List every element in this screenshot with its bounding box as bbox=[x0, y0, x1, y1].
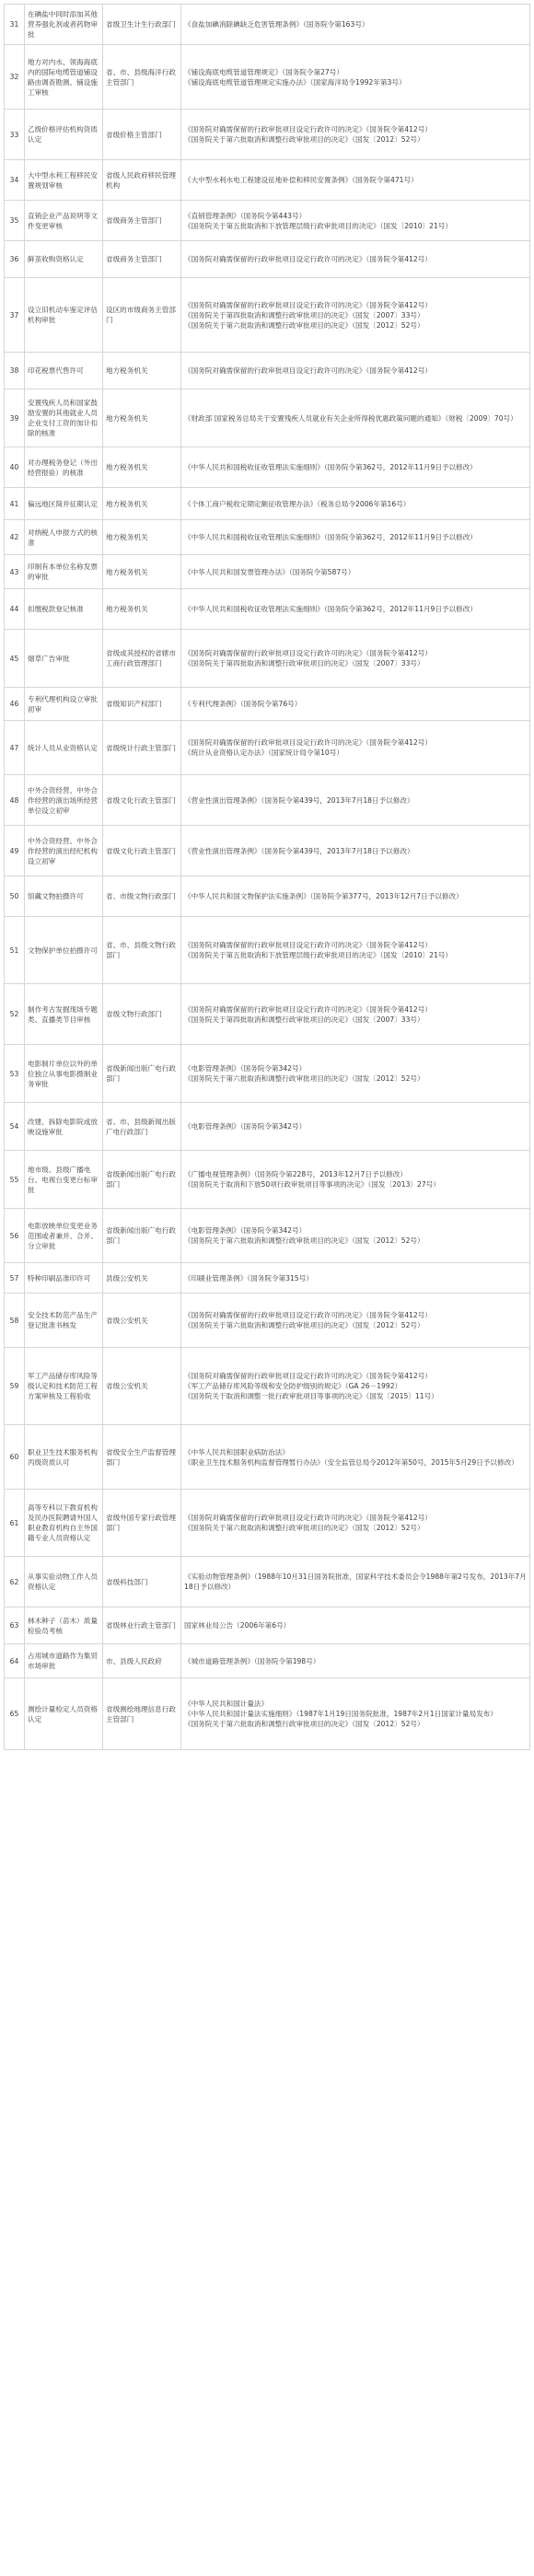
legal-basis bbox=[181, 241, 530, 278]
approval-item: 电影放映单位变更业务范围或者兼并、合并、分立审批 bbox=[25, 1209, 103, 1263]
table-row bbox=[5, 1644, 530, 1678]
legal-basis-line: 《国务院关于取消和调整一批行政审批项目等事项的决定》（国发〔2015〕11号） bbox=[184, 1392, 438, 1400]
legal-basis-line: 《国务院对确需保留的行政审批项目设定行政许可的决定》（国务院令第412号） bbox=[184, 366, 432, 375]
approval-item: 设立旧机动车鉴定评估机构审批 bbox=[25, 278, 103, 353]
table-row bbox=[5, 1151, 530, 1209]
row-number: 55 bbox=[5, 1151, 25, 1209]
approval-item: 军工产品储存库风险等级认定和技术防范工程方案审核及工程验收 bbox=[25, 1348, 103, 1425]
legal-basis-line: 《国务院关于第六批取消和调整行政审批项目的决定》（国发〔2012〕52号） bbox=[184, 1236, 424, 1245]
table-row bbox=[5, 1263, 530, 1294]
legal-basis-line: 《国务院对确需保留的行政审批项目设定行政许可的决定》（国务院令第412号） bbox=[184, 941, 432, 949]
implementing-department: 地方税务机关 bbox=[103, 520, 181, 555]
table-row bbox=[5, 201, 530, 241]
legal-basis-line: 《国务院关于第五批取消和下放管理层级行政审批项目的决定》（国发〔2010〕21号） bbox=[184, 951, 452, 959]
legal-basis-line: 《财政部 国家税务总局关于安置残疾人员就业有关企业所得税优惠政策问题的通知》（财税〔2009〕70号） bbox=[184, 413, 517, 423]
approval-items-table bbox=[4, 4, 530, 1750]
row-number: 35 bbox=[5, 201, 25, 241]
legal-basis-line: 《中华人民共和国文物保护法实施条例》（国务院令第377号，2013年12月7日予以修改） bbox=[184, 892, 463, 900]
table-row bbox=[5, 241, 530, 278]
legal-basis-line: 《职业卫生技术服务机构监督管理暂行办法》（安全监管总局令2012年第50号，2015年5月29日予以修改） bbox=[184, 1457, 518, 1467]
approval-item: 扣缴税款登记核准 bbox=[25, 589, 103, 630]
approval-item: 大中型水利工程移民安置规划审核 bbox=[25, 160, 103, 201]
legal-basis bbox=[181, 5, 530, 45]
legal-basis-line: 《国务院关于第六批取消和调整行政审批项目的决定》（国发〔2012〕52号） bbox=[184, 1074, 424, 1083]
legal-basis bbox=[181, 1209, 530, 1263]
legal-basis-line: 《国务院对确需保留的行政审批项目设定行政许可的决定》（国务院令第412号） bbox=[184, 649, 432, 657]
approval-item: 印制有本单位名称发票的审批 bbox=[25, 555, 103, 589]
row-number: 34 bbox=[5, 160, 25, 201]
row-number: 46 bbox=[5, 688, 25, 721]
row-number: 31 bbox=[5, 5, 25, 45]
legal-basis-line: 《个体工商户税收定期定额征收管理办法》（税务总局令2006年第16号） bbox=[184, 499, 411, 508]
row-number: 39 bbox=[5, 389, 25, 447]
row-number: 48 bbox=[5, 775, 25, 826]
approval-item: 特种印刷品准印许可 bbox=[25, 1263, 103, 1294]
implementing-department: 地方税务机关 bbox=[103, 555, 181, 589]
legal-basis bbox=[181, 1607, 530, 1644]
approval-item: 制作考古发掘现场专题类、直播类节目审核 bbox=[25, 984, 103, 1045]
table-row bbox=[5, 1607, 530, 1644]
implementing-department: 省级文化行政主管部门 bbox=[103, 826, 181, 876]
items-table bbox=[4, 4, 530, 1750]
implementing-department: 省级外国专家行政管理部门 bbox=[103, 1490, 181, 1557]
legal-basis bbox=[181, 775, 530, 826]
approval-item: 测绘计量检定人员资格认定 bbox=[25, 1678, 103, 1750]
implementing-department: 省级新闻出版广电行政部门 bbox=[103, 1209, 181, 1263]
row-number: 64 bbox=[5, 1644, 25, 1678]
legal-basis-line: 《军工产品储存库风险等级和安全防护级别的规定》（GA 26－1992） bbox=[184, 1382, 402, 1390]
legal-basis bbox=[181, 110, 530, 160]
legal-basis-line: 《国务院关于第六批取消和调整行政审批项目的决定》（国发〔2012〕52号） bbox=[184, 320, 424, 330]
table-row bbox=[5, 278, 530, 353]
legal-basis bbox=[181, 1490, 530, 1557]
legal-basis-line: 《电影管理条例》（国务院令第342号） bbox=[184, 1226, 307, 1235]
table-row bbox=[5, 1557, 530, 1607]
approval-item: 改建、拆除电影院或放映设施审批 bbox=[25, 1103, 103, 1151]
legal-basis-line: 《国务院对确需保留的行政审批项目设定行政许可的决定》（国务院令第412号） bbox=[184, 738, 432, 747]
legal-basis-line: 国家林业局公告（2006年第6号） bbox=[184, 1621, 291, 1630]
legal-basis-line: 《国务院关于第四批取消和调整行政审批项目的决定》（国发〔2007〕33号） bbox=[184, 310, 424, 319]
legal-basis bbox=[181, 1151, 530, 1209]
legal-basis-line: 《中华人民共和国职业病防治法》 bbox=[184, 1447, 289, 1456]
table-row bbox=[5, 1425, 530, 1490]
legal-basis bbox=[181, 876, 530, 917]
legal-basis bbox=[181, 1348, 530, 1425]
legal-basis-line: 《印刷业管理条例》（国务院令第315号） bbox=[184, 1273, 313, 1282]
approval-item: 鲜茧收购资格认定 bbox=[25, 241, 103, 278]
implementing-department: 省级统计行政主管部门 bbox=[103, 721, 181, 775]
row-number: 56 bbox=[5, 1209, 25, 1263]
implementing-department: 省级知识产权部门 bbox=[103, 688, 181, 721]
row-number: 51 bbox=[5, 917, 25, 984]
legal-basis-line: 《中华人民共和国税收征收管理法实施细则》（国务院令第362号，2012年11月9日予以修改） bbox=[184, 463, 477, 471]
table-row bbox=[5, 5, 530, 45]
table-row bbox=[5, 45, 530, 110]
legal-basis-line: 《中华人民共和国计量法》 bbox=[184, 1700, 269, 1708]
table-row bbox=[5, 520, 530, 555]
approval-item: 中外合资经营、中外合作经营的演出经纪机构设立初审 bbox=[25, 826, 103, 876]
legal-basis-line: 《国务院对确需保留的行政审批项目设定行政许可的决定》（国务院令第412号） bbox=[184, 1372, 432, 1380]
table-row bbox=[5, 1103, 530, 1151]
approval-item: 烟草广告审批 bbox=[25, 630, 103, 688]
approval-item: 林木种子（苗木）质量检验员考核 bbox=[25, 1607, 103, 1644]
approval-item: 电影制片单位以外的单位独立从事电影摄制业务审批 bbox=[25, 1045, 103, 1103]
legal-basis-line: 《食盐加碘消除碘缺乏危害管理条例》（国务院令第163号） bbox=[184, 20, 369, 29]
row-number: 60 bbox=[5, 1425, 25, 1490]
legal-basis-line: 《中华人民共和国税收征收管理法实施细则》（国务院令第362号，2012年11月9日予以修改） bbox=[184, 533, 477, 541]
row-number: 44 bbox=[5, 589, 25, 630]
approval-item: 安置残疾人员和国家鼓励安置的其他就业人员企业支付工资的加计扣除的核准 bbox=[25, 389, 103, 447]
table-row bbox=[5, 110, 530, 160]
legal-basis bbox=[181, 721, 530, 775]
legal-basis-line: 《营业性演出管理条例》（国务院令第439号，2013年7月18日予以修改） bbox=[184, 846, 414, 855]
legal-basis bbox=[181, 1678, 530, 1750]
legal-basis-line: 《广播电视管理条例》（国务院令第228号，2013年12月7日予以修改） bbox=[184, 1170, 407, 1178]
legal-basis bbox=[181, 1644, 530, 1678]
legal-basis-line: 《国务院关于第六批取消和调整行政审批项目的决定》（国发〔2012〕52号） bbox=[184, 1321, 424, 1329]
legal-basis-line: 《中华人民共和国税收征收管理法实施细则》（国务院令第362号，2012年11月9日予以修改） bbox=[184, 605, 477, 613]
implementing-department: 省级卫生计生行政部门 bbox=[103, 5, 181, 45]
row-number: 42 bbox=[5, 520, 25, 555]
approval-item: 从事实验动物工作人员资格认定 bbox=[25, 1557, 103, 1607]
implementing-department: 省级公安机关 bbox=[103, 1348, 181, 1425]
legal-basis bbox=[181, 1425, 530, 1490]
approval-item: 对纳税人申报方式的核准 bbox=[25, 520, 103, 555]
implementing-department: 省级商务主管部门 bbox=[103, 201, 181, 241]
approval-item: 偏远地区简并征期认定 bbox=[25, 488, 103, 520]
implementing-department: 省级价格主管部门 bbox=[103, 110, 181, 160]
table-row bbox=[5, 1678, 530, 1750]
legal-basis-line: 《电影管理条例》（国务院令第342号） bbox=[184, 1064, 307, 1073]
implementing-department: 省级公安机关 bbox=[103, 1294, 181, 1348]
legal-basis-line: 《专利代理条例》（国务院令第76号） bbox=[184, 700, 302, 708]
approval-item: 占用城市道路作为集贸市场审批 bbox=[25, 1644, 103, 1678]
approval-item: 在碘盐中同时添加其他营养强化剂或者药物审批 bbox=[25, 5, 103, 45]
legal-basis-line: 《国务院关于取消和下放50项行政审批项目等事项的决定》（国发〔2013〕27号） bbox=[184, 1180, 440, 1189]
approval-item: 直销企业产品说明等文件变更审核 bbox=[25, 201, 103, 241]
row-number: 52 bbox=[5, 984, 25, 1045]
legal-basis bbox=[181, 1557, 530, 1607]
legal-basis bbox=[181, 201, 530, 241]
table-row bbox=[5, 1348, 530, 1425]
row-number: 61 bbox=[5, 1490, 25, 1557]
approval-item: 地市级、县级广播电台、电视台变更台标审批 bbox=[25, 1151, 103, 1209]
implementing-department: 市、县级人民政府 bbox=[103, 1644, 181, 1678]
table-row bbox=[5, 1209, 530, 1263]
implementing-department: 省、市、县级海洋行政主管部门 bbox=[103, 45, 181, 110]
row-number: 36 bbox=[5, 241, 25, 278]
legal-basis bbox=[181, 160, 530, 201]
legal-basis bbox=[181, 1045, 530, 1103]
implementing-department: 县级公安机关 bbox=[103, 1263, 181, 1294]
table-row bbox=[5, 984, 530, 1045]
implementing-department: 省级商务主管部门 bbox=[103, 241, 181, 278]
legal-basis bbox=[181, 447, 530, 488]
implementing-department: 地方税务机关 bbox=[103, 589, 181, 630]
table-row bbox=[5, 160, 530, 201]
legal-basis bbox=[181, 488, 530, 520]
row-number: 37 bbox=[5, 278, 25, 353]
implementing-department: 省级人民政府移民管理机构 bbox=[103, 160, 181, 201]
legal-basis-line: 《实验动物管理条例》（1988年10月31日国务院批准，国家科学技术委员会令1988年第2号发布，2013年7月18日予以修改） bbox=[184, 1572, 527, 1591]
row-number: 65 bbox=[5, 1678, 25, 1750]
approval-item: 高等专科以下教育机构及民办医院聘请外国人职业教育机构自主外国籍专业人员资格认定 bbox=[25, 1490, 103, 1557]
row-number: 57 bbox=[5, 1263, 25, 1294]
legal-basis-line: 《国务院关于第四批取消和调整行政审批项目的决定》（国发〔2007〕33号） bbox=[184, 1015, 424, 1024]
table-row bbox=[5, 589, 530, 630]
table-row bbox=[5, 688, 530, 721]
row-number: 43 bbox=[5, 555, 25, 589]
legal-basis-line: 《国务院关于第五批取消和下放管理层级行政审批项目的决定》（国发〔2010〕21号） bbox=[184, 221, 452, 230]
table-row bbox=[5, 917, 530, 984]
implementing-department: 省级文化行政主管部门 bbox=[103, 775, 181, 826]
legal-basis bbox=[181, 826, 530, 876]
legal-basis-line: 《铺设海底电缆管道管理规定》（国务院令第27号） bbox=[184, 67, 343, 76]
legal-basis bbox=[181, 589, 530, 630]
row-number: 62 bbox=[5, 1557, 25, 1607]
table-row bbox=[5, 555, 530, 589]
legal-basis-line: 《国务院对确需保留的行政审批项目设定行政许可的决定》（国务院令第412号） bbox=[184, 1514, 432, 1522]
row-number: 40 bbox=[5, 447, 25, 488]
row-number: 58 bbox=[5, 1294, 25, 1348]
implementing-department: 地方税务机关 bbox=[103, 389, 181, 447]
implementing-department: 省级新闻出版广电行政部门 bbox=[103, 1151, 181, 1209]
table-row bbox=[5, 876, 530, 917]
legal-basis-line: 《国务院关于第六批取消和调整行政审批项目的决定》（国发〔2012〕52号） bbox=[184, 1720, 424, 1728]
legal-basis bbox=[181, 688, 530, 721]
approval-item: 馆藏文物拍摄许可 bbox=[25, 876, 103, 917]
approval-item: 职业卫生技术服务机构丙级资质认可 bbox=[25, 1425, 103, 1490]
legal-basis bbox=[181, 917, 530, 984]
legal-basis-line: 《中华人民共和国计量法实施细则》（1987年1月19日国务院批准，1987年2月1日国家计量局发布） bbox=[184, 1710, 497, 1718]
legal-basis bbox=[181, 630, 530, 688]
implementing-department: 地方税务机关 bbox=[103, 353, 181, 389]
legal-basis-line: 《国务院关于第六批取消和调整行政审批项目的决定》（国发〔2012〕52号） bbox=[184, 1524, 424, 1532]
approval-item: 中外合资经营、中外合作经营的演出场所经营单位设立初审 bbox=[25, 775, 103, 826]
legal-basis-line: 《国务院对确需保留的行政审批项目设定行政许可的决定》（国务院令第412号） bbox=[184, 300, 432, 309]
row-number: 53 bbox=[5, 1045, 25, 1103]
row-number: 59 bbox=[5, 1348, 25, 1425]
approval-item: 文物保护单位拍摄许可 bbox=[25, 917, 103, 984]
legal-basis-line: 《营业性演出管理条例》（国务院令第439号，2013年7月18日予以修改） bbox=[184, 795, 414, 805]
row-number: 32 bbox=[5, 45, 25, 110]
table-row bbox=[5, 1045, 530, 1103]
implementing-department: 省、市、县级文物行政部门 bbox=[103, 917, 181, 984]
legal-basis bbox=[181, 984, 530, 1045]
legal-basis-line: 《国务院对确需保留的行政审批项目设定行政许可的决定》（国务院令第412号） bbox=[184, 125, 432, 133]
table-row bbox=[5, 721, 530, 775]
implementing-department: 省级科技部门 bbox=[103, 1557, 181, 1607]
legal-basis-line: 《大中型水利水电工程建设征地补偿和移民安置条例》（国务院令第471号） bbox=[184, 176, 418, 184]
row-number: 45 bbox=[5, 630, 25, 688]
legal-basis-line: 《中华人民共和国发票管理办法》（国务院令第587号） bbox=[184, 567, 355, 576]
legal-basis-line: 《国务院对确需保留的行政审批项目设定行政许可的决定》（国务院令第412号） bbox=[184, 255, 432, 263]
row-number: 49 bbox=[5, 826, 25, 876]
legal-basis bbox=[181, 520, 530, 555]
legal-basis bbox=[181, 1263, 530, 1294]
legal-basis bbox=[181, 555, 530, 589]
implementing-department: 省级文物行政部门 bbox=[103, 984, 181, 1045]
table-row bbox=[5, 775, 530, 826]
implementing-department: 省级测绘地理信息行政主管部门 bbox=[103, 1678, 181, 1750]
legal-basis-line: 《国务院对确需保留的行政审批项目设定行政许可的决定》（国务院令第412号） bbox=[184, 1311, 432, 1319]
legal-basis bbox=[181, 1103, 530, 1151]
legal-basis-line: 《统计从业资格认定办法》（国家统计局令第10号） bbox=[184, 748, 343, 757]
legal-basis bbox=[181, 1294, 530, 1348]
row-number: 54 bbox=[5, 1103, 25, 1151]
row-number: 38 bbox=[5, 353, 25, 389]
row-number: 33 bbox=[5, 110, 25, 160]
table-row bbox=[5, 488, 530, 520]
legal-basis bbox=[181, 353, 530, 389]
implementing-department: 省级或其授权的省辖市工商行政管理部门 bbox=[103, 630, 181, 688]
approval-item: 乙级价格评估机构资质认定 bbox=[25, 110, 103, 160]
approval-item: 地方对内水、领海海底内的国际电缆管道铺设路由调查勘测、铺设施工审核 bbox=[25, 45, 103, 110]
table-body bbox=[5, 5, 530, 1750]
legal-basis-line: 《国务院关于第六批取消和调整行政审批项目的决定》（国发〔2012〕52号） bbox=[184, 135, 424, 144]
implementing-department: 设区的市级商务主管部门 bbox=[103, 278, 181, 353]
legal-basis-line: 《直销管理条例》（国务院令第443号） bbox=[184, 211, 307, 220]
row-number: 50 bbox=[5, 876, 25, 917]
approval-item: 安全技术防范产品生产登记批准书核发 bbox=[25, 1294, 103, 1348]
implementing-department: 地方税务机关 bbox=[103, 447, 181, 488]
legal-basis-line: 《国务院对确需保留的行政审批项目设定行政许可的决定》（国务院令第412号） bbox=[184, 1004, 432, 1014]
implementing-department: 省级林业行政主管部门 bbox=[103, 1607, 181, 1644]
implementing-department: 省、市级文物行政部门 bbox=[103, 876, 181, 917]
approval-item: 对办理税务登记（外出经营报验）的核准 bbox=[25, 447, 103, 488]
implementing-department: 省级新闻出版广电行政部门 bbox=[103, 1045, 181, 1103]
legal-basis bbox=[181, 278, 530, 353]
table-row bbox=[5, 630, 530, 688]
row-number: 63 bbox=[5, 1607, 25, 1644]
table-row bbox=[5, 353, 530, 389]
legal-basis-line: 《国务院关于第四批取消和调整行政审批项目的决定》（国发〔2007〕33号） bbox=[184, 659, 424, 667]
legal-basis-line: 《电影管理条例》（国务院令第342号） bbox=[184, 1122, 307, 1131]
implementing-department: 省、市、县级新闻出版广电行政部门 bbox=[103, 1103, 181, 1151]
approval-item: 统计人员从业资格认定 bbox=[25, 721, 103, 775]
implementing-department: 省级安全生产监督管理部门 bbox=[103, 1425, 181, 1490]
implementing-department: 地方税务机关 bbox=[103, 488, 181, 520]
approval-item: 印花税票代售许可 bbox=[25, 353, 103, 389]
row-number: 47 bbox=[5, 721, 25, 775]
legal-basis bbox=[181, 45, 530, 110]
approval-item: 专利代理机构设立审批初审 bbox=[25, 688, 103, 721]
table-row bbox=[5, 447, 530, 488]
table-row bbox=[5, 1490, 530, 1557]
legal-basis bbox=[181, 389, 530, 447]
legal-basis-line: 《铺设海底电缆管道管理规定实施办法》（国家海洋局令1992年第3号） bbox=[184, 77, 406, 87]
table-row bbox=[5, 1294, 530, 1348]
table-row bbox=[5, 826, 530, 876]
legal-basis-line: 《城市道路管理条例》（国务院令第198号） bbox=[184, 1656, 320, 1665]
table-row bbox=[5, 389, 530, 447]
row-number: 41 bbox=[5, 488, 25, 520]
